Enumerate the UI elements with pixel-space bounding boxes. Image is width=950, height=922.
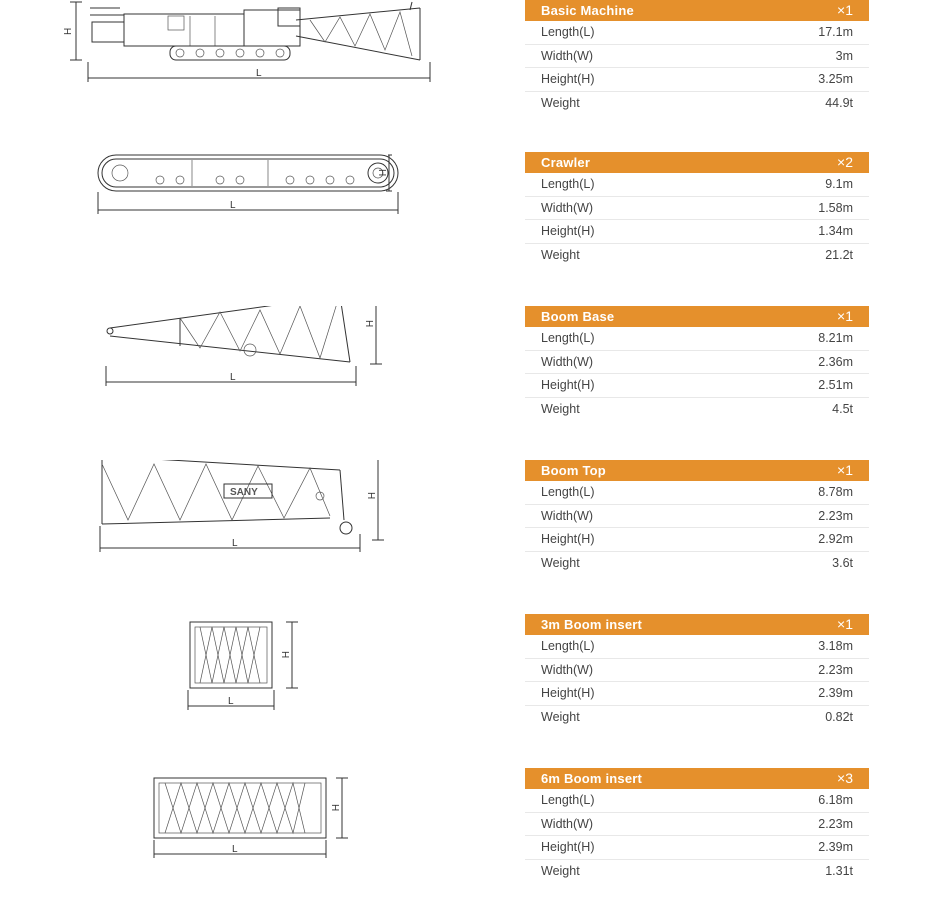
spec-label: Width(W) [541, 816, 594, 831]
spec-label: Width(W) [541, 662, 594, 677]
spec-value: 2.23m [818, 816, 853, 831]
spec-row-height [525, 220, 869, 244]
spec-row-weight [525, 552, 869, 575]
spec-value: 0.82t [825, 709, 853, 724]
spec-value: 2.23m [818, 662, 853, 677]
component-qty: ×1 [837, 462, 853, 478]
spec-value: 3.25m [818, 72, 853, 87]
dim-label-l: L [232, 538, 238, 549]
spec-label: Width(W) [541, 508, 594, 523]
spec-value: 2.39m [818, 686, 853, 701]
spec-label: Height(H) [541, 224, 595, 239]
spec-row-length [525, 173, 869, 197]
component-qty: ×1 [837, 616, 853, 632]
spec-value: 1.31t [825, 863, 853, 878]
spec-value: 6.18m [818, 793, 853, 807]
spec-row-width [525, 197, 869, 221]
dim-label-h: H [63, 27, 74, 35]
spec-label: Weight [541, 95, 580, 110]
spec-label: Length(L) [541, 485, 595, 499]
spec-header [525, 152, 869, 173]
spec-label: Height(H) [541, 72, 595, 87]
component-qty: ×3 [837, 770, 853, 786]
spec-row-height [525, 682, 869, 706]
spec-label: Length(L) [541, 793, 595, 807]
spec-value: 2.51m [818, 378, 853, 393]
component-name: Basic Machine [541, 3, 634, 18]
6m-boom-insert-drawing [40, 768, 460, 922]
component-qty: ×2 [837, 154, 853, 170]
spec-header [525, 460, 869, 481]
component-row-3m-boom-insert [0, 614, 950, 768]
dim-label-h: H [363, 320, 374, 328]
spec-value: 1.58m [818, 200, 853, 215]
component-name: Boom Top [541, 463, 606, 478]
spec-label: Width(W) [541, 354, 594, 369]
spec-header [525, 768, 869, 789]
basic-machine-drawing [40, 0, 460, 154]
spec-value: 1.34m [818, 224, 853, 239]
spec-label: Width(W) [541, 200, 594, 215]
spec-header [525, 306, 869, 327]
boom-top-drawing [40, 460, 460, 614]
spec-table-basic-machine [525, 0, 869, 114]
sany-logo-text: SANY [230, 487, 258, 498]
spec-row-height [525, 68, 869, 92]
spec-label: Height(H) [541, 378, 595, 393]
spec-label: Weight [541, 401, 580, 416]
spec-value: 9.1m [825, 177, 853, 191]
spec-value: 44.9t [825, 95, 853, 110]
spec-table-6m-boom-insert [525, 768, 869, 882]
spec-value: 2.23m [818, 508, 853, 523]
boom-base-drawing [40, 306, 460, 460]
spec-row-weight [525, 860, 869, 883]
spec-row-weight [525, 92, 869, 115]
dim-label-l: L [256, 68, 262, 79]
component-name: 6m Boom insert [541, 771, 643, 786]
spec-table-boom-top [525, 460, 869, 574]
spec-row-weight [525, 706, 869, 729]
spec-row-length [525, 635, 869, 659]
dim-label-h: H [376, 169, 387, 177]
dim-label-h: H [279, 651, 290, 659]
spec-label: Height(H) [541, 532, 595, 547]
component-row-6m-boom-insert [0, 768, 950, 922]
spec-row-length [525, 327, 869, 351]
spec-value: 2.39m [818, 840, 853, 855]
component-row-boom-base [0, 306, 950, 460]
spec-row-length [525, 21, 869, 45]
spec-header [525, 614, 869, 635]
spec-label: Weight [541, 247, 580, 262]
spec-table-boom-base [525, 306, 869, 420]
spec-label: Weight [541, 709, 580, 724]
spec-value: 8.78m [818, 485, 853, 499]
spec-row-width [525, 659, 869, 683]
component-qty: ×1 [837, 2, 853, 18]
spec-label: Height(H) [541, 686, 595, 701]
dim-label-l: L [228, 696, 234, 707]
spec-value: 21.2t [825, 247, 853, 262]
spec-value: 2.92m [818, 532, 853, 547]
spec-row-height [525, 374, 869, 398]
spec-value: 17.1m [818, 25, 853, 39]
spec-value: 3.18m [818, 639, 853, 653]
dim-label-l: L [232, 844, 238, 855]
spec-row-width [525, 813, 869, 837]
3m-boom-insert-drawing [40, 614, 460, 768]
component-qty: ×1 [837, 308, 853, 324]
spec-value: 3m [835, 48, 853, 63]
spec-row-height [525, 836, 869, 860]
spec-row-length [525, 789, 869, 813]
spec-row-width [525, 351, 869, 375]
spec-row-length [525, 481, 869, 505]
spec-value: 8.21m [818, 331, 853, 345]
spec-label: Length(L) [541, 639, 595, 653]
component-row-basic-machine [0, 0, 950, 154]
spec-label: Height(H) [541, 840, 595, 855]
component-name: 3m Boom insert [541, 617, 643, 632]
spec-header [525, 0, 869, 21]
spec-label: Width(W) [541, 48, 594, 63]
spec-label: Weight [541, 863, 580, 878]
spec-label: Length(L) [541, 25, 595, 39]
spec-value: 3.6t [832, 555, 853, 570]
spec-label: Weight [541, 555, 580, 570]
spec-value: 2.36m [818, 354, 853, 369]
spec-row-weight [525, 244, 869, 267]
spec-row-width [525, 45, 869, 69]
spec-label: Length(L) [541, 177, 595, 191]
spec-table-crawler [525, 152, 869, 266]
dim-label-h: H [329, 804, 340, 812]
component-name: Boom Base [541, 309, 615, 324]
dim-label-l: L [230, 372, 236, 383]
spec-row-weight [525, 398, 869, 421]
spec-row-height [525, 528, 869, 552]
spec-label: Length(L) [541, 331, 595, 345]
dim-label-h: H [365, 492, 376, 500]
spec-value: 4.5t [832, 401, 853, 416]
component-row-crawler [0, 152, 950, 306]
spec-table-3m-boom-insert [525, 614, 869, 728]
dim-label-l: L [230, 200, 236, 211]
component-row-boom-top [0, 460, 950, 614]
component-name: Crawler [541, 155, 591, 170]
spec-row-width [525, 505, 869, 529]
crawler-drawing [40, 152, 460, 306]
